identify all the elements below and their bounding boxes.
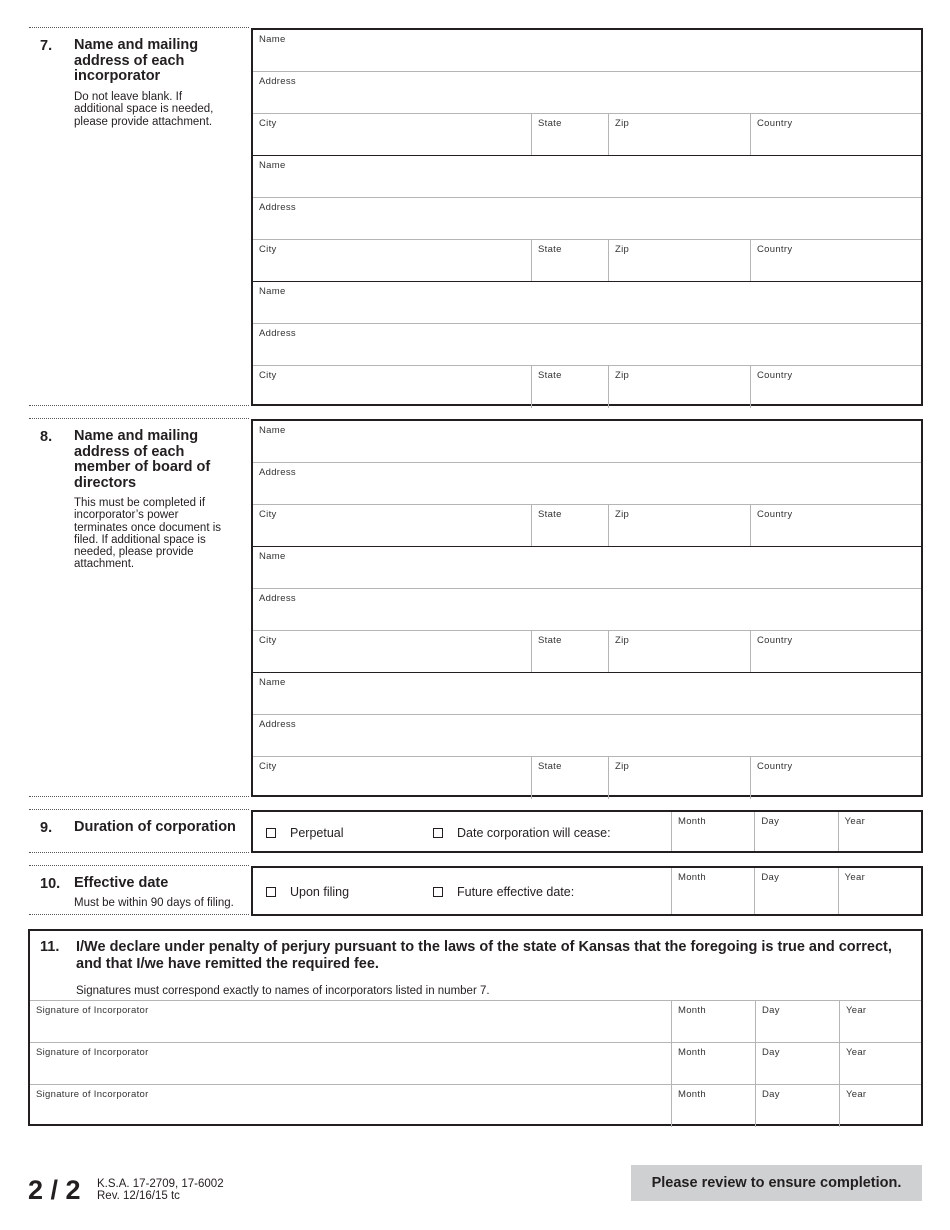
dotted-divider [29, 852, 249, 853]
declaration-text: I/We declare under penalty of perjury pursuant to the laws of the state of Kansas that the foregoing is true and correct, and that I/we have remitted the required fee. [76, 939, 892, 972]
signature-2-year-field[interactable]: Year [846, 1047, 867, 1058]
director-1-location-row [253, 505, 921, 547]
director-3-country-field[interactable]: Country [757, 761, 793, 772]
declaration-note: Signatures must correspond exactly to names of incorporators listed in number 7. [76, 985, 490, 997]
incorporator-1-country-field[interactable]: Country [757, 118, 793, 129]
director-2-address-row [253, 589, 921, 631]
section-11-number: 11. [40, 939, 60, 955]
incorporator-1-address-field[interactable]: Address [259, 76, 296, 87]
dotted-divider [29, 418, 249, 419]
incorporator-2-city-field[interactable]: City [253, 240, 532, 281]
incorporator-3-zip-field[interactable]: Zip [609, 366, 751, 408]
cease-date-checkbox[interactable] [433, 828, 443, 838]
section-9-number: 9. [40, 820, 53, 836]
cease-date-label: Date corporation will cease: [457, 826, 611, 840]
incorporator-2-country-field[interactable]: Country [757, 244, 793, 255]
director-1-state-field[interactable]: State [532, 505, 609, 546]
signature-3-month-field[interactable]: Month [672, 1085, 756, 1127]
director-3-city-field[interactable]: City [253, 757, 532, 799]
section-8-title: Name and mailing address of each member of board of directors [74, 428, 211, 491]
upon-filing-checkbox[interactable] [266, 887, 276, 897]
declaration-section [28, 929, 923, 1126]
signature-3-year-field[interactable]: Year [846, 1089, 867, 1100]
section-10-number: 10. [40, 876, 61, 892]
statute-text: K.S.A. 17-2709, 17-6002 [97, 1178, 224, 1190]
signature-2-day-field[interactable]: Day [756, 1043, 840, 1084]
director-3-name-row [253, 673, 921, 715]
signature-row-1 [30, 1001, 921, 1043]
duration-options [253, 812, 671, 851]
incorporator-3-address-field[interactable]: Address [259, 328, 296, 339]
cease-date-option[interactable] [433, 826, 611, 840]
signature-2-field[interactable]: Signature of Incorporator [30, 1043, 672, 1084]
future-month-field[interactable]: Month [671, 868, 754, 914]
future-year-field[interactable]: Year [838, 868, 921, 914]
future-date-fields [671, 868, 921, 914]
directors-address-grid [251, 419, 923, 797]
incorporator-3-name-field[interactable]: Name [259, 286, 286, 297]
dotted-divider [29, 809, 249, 810]
cease-year-field[interactable]: Year [838, 812, 921, 851]
director-2-location-row [253, 631, 921, 673]
dotted-divider [29, 865, 249, 866]
signature-2-month-field[interactable]: Month [672, 1043, 756, 1084]
incorporator-1-location-row [253, 114, 921, 156]
perpetual-checkbox[interactable] [266, 828, 276, 838]
incorporator-1-address-row [253, 72, 921, 114]
incorporator-2-address-row [253, 198, 921, 240]
section-10-title: Effective date [74, 875, 169, 891]
statute-reference [97, 1178, 224, 1202]
duration-row [251, 810, 923, 853]
incorporator-1-name-field[interactable]: Name [259, 34, 286, 45]
section-7-title: Name and mailing address of each incorporator [74, 37, 199, 84]
incorporator-3-country-field[interactable]: Country [757, 370, 793, 381]
signature-3-day-field[interactable]: Day [756, 1085, 840, 1127]
incorporator-3-location-row [253, 366, 921, 408]
dotted-divider [29, 405, 249, 406]
signature-3-field[interactable]: Signature of Incorporator [30, 1085, 672, 1127]
section-7-note: Do not leave blank. If additional space is needed, please provide attachment. [74, 91, 214, 128]
page-number: 2 / 2 [28, 1175, 81, 1205]
incorporator-3-name-row [253, 282, 921, 324]
upon-filing-option[interactable] [266, 885, 349, 899]
incorporator-1-city-field[interactable]: City [253, 114, 532, 155]
signature-1-year-field[interactable]: Year [846, 1005, 867, 1016]
effective-date-options [253, 868, 671, 914]
dotted-divider [29, 796, 249, 797]
director-1-city-field[interactable]: City [253, 505, 532, 546]
section-8-number: 8. [40, 429, 53, 445]
director-2-city-field[interactable]: City [253, 631, 532, 672]
future-date-label: Future effective date: [457, 885, 575, 899]
incorporator-2-zip-field[interactable]: Zip [609, 240, 751, 281]
incorporator-2-address-field[interactable]: Address [259, 202, 296, 213]
director-3-name-field[interactable]: Name [259, 677, 286, 688]
future-day-field[interactable]: Day [754, 868, 837, 914]
director-1-zip-field[interactable]: Zip [609, 505, 751, 546]
dotted-divider [29, 27, 249, 28]
director-1-address-field[interactable]: Address [259, 467, 296, 478]
incorporator-2-location-row [253, 240, 921, 282]
future-date-option[interactable] [433, 885, 574, 899]
signature-row-2 [30, 1043, 921, 1085]
director-1-address-row [253, 463, 921, 505]
section-7-number: 7. [40, 38, 53, 54]
incorporator-3-state-field[interactable]: State [532, 366, 609, 408]
director-2-zip-field[interactable]: Zip [609, 631, 751, 672]
cease-day-field[interactable]: Day [754, 812, 837, 851]
signature-1-month-field[interactable]: Month [672, 1001, 756, 1042]
incorporator-2-name-row [253, 156, 921, 198]
director-3-address-field[interactable]: Address [259, 719, 296, 730]
cease-month-field[interactable]: Month [671, 812, 754, 851]
director-1-name-row [253, 421, 921, 463]
section-10-note: Must be within 90 days of filing. [74, 897, 234, 909]
director-3-location-row [253, 757, 921, 799]
incorporator-address-grid [251, 28, 923, 406]
director-2-state-field[interactable]: State [532, 631, 609, 672]
effective-date-row [251, 866, 923, 916]
section-8-note: This must be completed if incorporator’s power terminates once document is filed. If additional space is needed, please provide attachment. [74, 497, 222, 571]
director-3-state-field[interactable]: State [532, 757, 609, 799]
director-3-zip-field[interactable]: Zip [609, 757, 751, 799]
incorporator-1-state-field[interactable]: State [532, 114, 609, 155]
director-1-country-field[interactable]: Country [757, 509, 793, 520]
dotted-divider [29, 914, 249, 915]
incorporator-1-zip-field[interactable]: Zip [609, 114, 751, 155]
incorporator-2-state-field[interactable]: State [532, 240, 609, 281]
director-2-name-field[interactable]: Name [259, 551, 286, 562]
director-2-country-field[interactable]: Country [757, 635, 793, 646]
revision-text: Rev. 12/16/15 tc [97, 1190, 180, 1202]
signature-rows [30, 1000, 921, 1127]
incorporator-3-address-row [253, 324, 921, 366]
signature-row-3 [30, 1085, 921, 1127]
director-1-name-field[interactable]: Name [259, 425, 286, 436]
incorporator-3-city-field[interactable]: City [253, 366, 532, 408]
section-9-title: Duration of corporation [74, 819, 236, 835]
signature-1-day-field[interactable]: Day [756, 1001, 840, 1042]
cease-date-fields [671, 812, 921, 851]
perpetual-option[interactable] [266, 826, 344, 840]
review-notice-button[interactable]: Please review to ensure completion. [631, 1165, 922, 1201]
incorporator-2-name-field[interactable]: Name [259, 160, 286, 171]
director-2-address-field[interactable]: Address [259, 593, 296, 604]
perpetual-label: Perpetual [290, 826, 344, 840]
upon-filing-label: Upon filing [290, 885, 350, 899]
incorporator-1-name-row [253, 30, 921, 72]
director-2-name-row [253, 547, 921, 589]
future-date-checkbox[interactable] [433, 887, 443, 897]
signature-1-field[interactable]: Signature of Incorporator [30, 1001, 672, 1042]
director-3-address-row [253, 715, 921, 757]
